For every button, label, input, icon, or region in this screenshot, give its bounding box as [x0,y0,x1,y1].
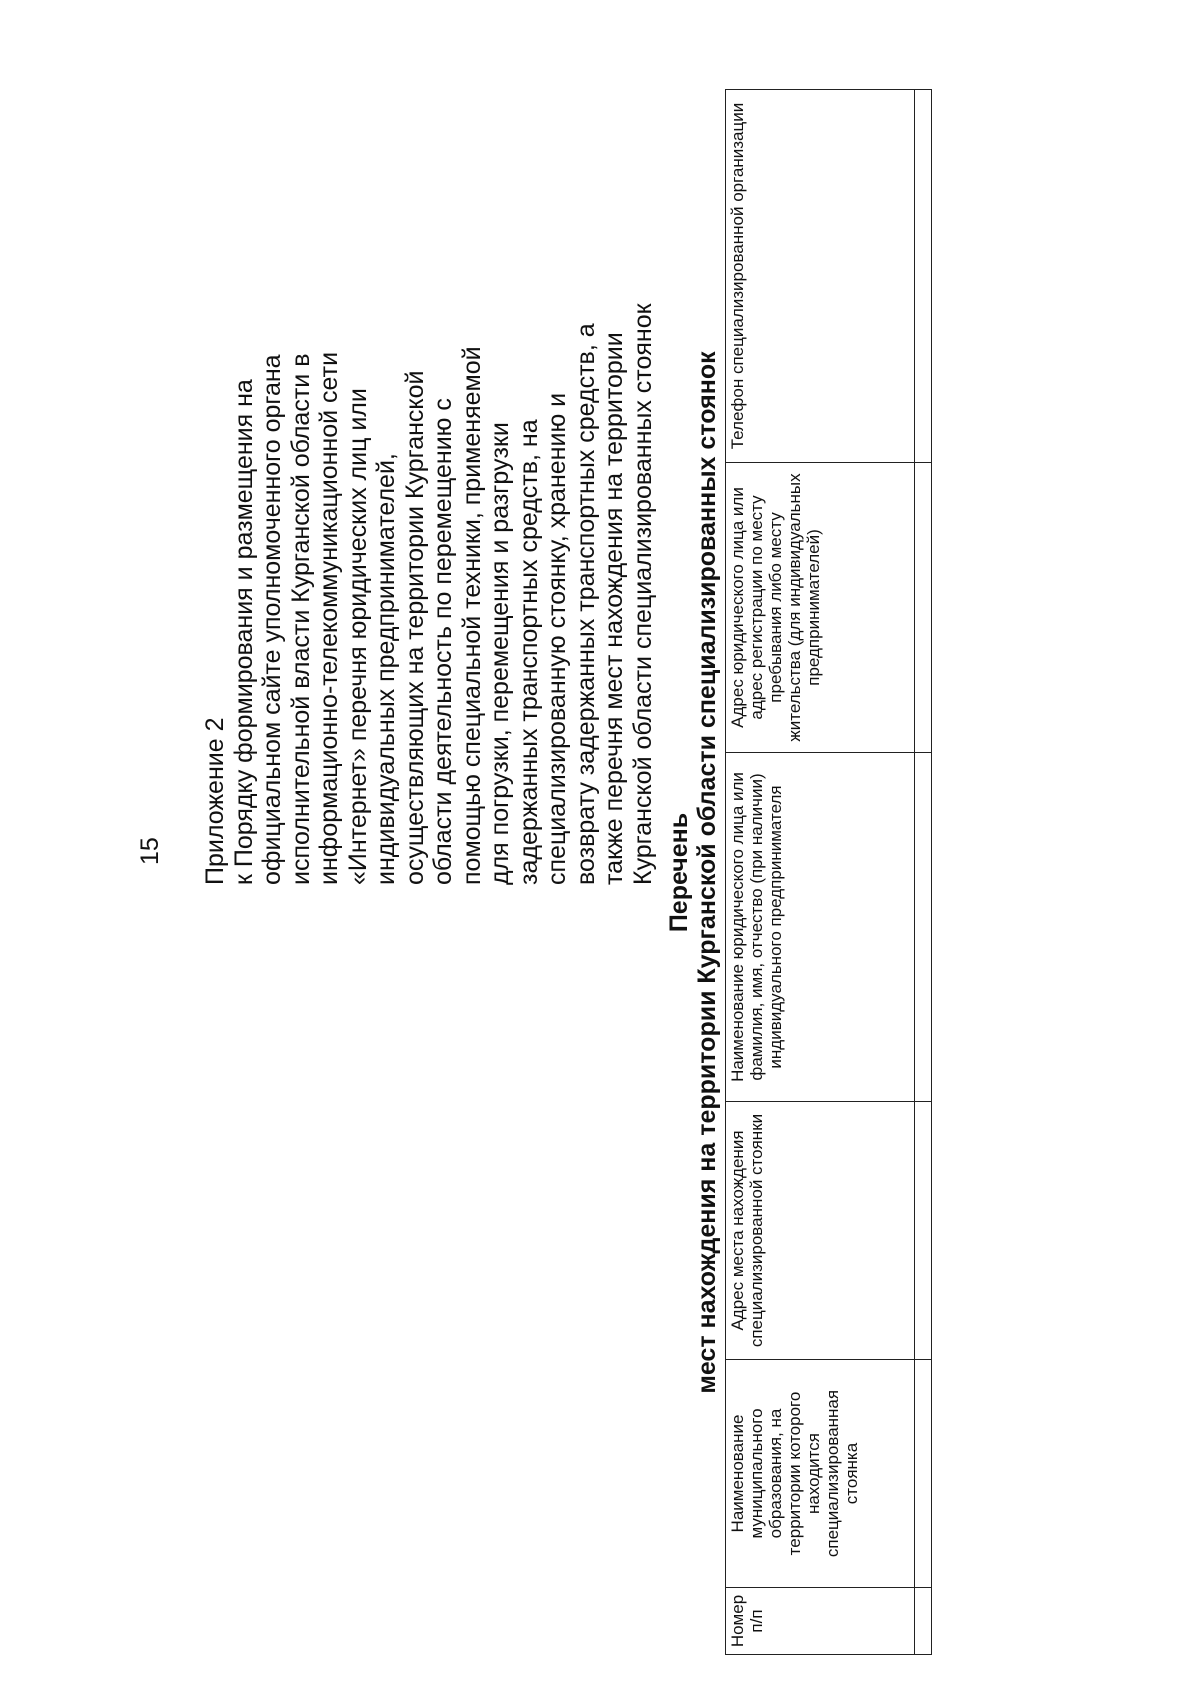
appendix-line: специализированную стоянку, хранению и [543,392,571,885]
table-cell [915,1588,932,1655]
appendix-line: возврату задержанных транспортных средств, а [571,323,600,885]
appendix-line: официальном сайте уполномоченного органа [258,354,286,885]
table-cell [915,1360,932,1588]
title-line-1: Перечень [665,812,693,933]
appendix-line: к Порядку формирования и размещения на [229,379,258,885]
appendix-line: исполнительной власти Курганской области в [286,353,315,885]
title-line-2: мест нахождения на территории Курганской области специализированных стоянок [693,351,721,1394]
appendix-line: также перечня мест нахождения на территории [600,332,628,885]
parking-locations-table [725,89,932,1655]
table-header-row [726,90,915,1655]
table-cell [915,753,932,1102]
header-cell-parking-address: Адрес места нахождения специализированной стоянки [726,1102,915,1360]
appendix-line: индивидуальных предпринимателей, [372,453,400,885]
header-cell-number: Номер п/п [726,1588,915,1655]
table-cell [915,1102,932,1360]
table-cell [915,90,932,463]
table-cell [915,463,932,753]
appendix-block [201,85,657,885]
document-title [665,85,721,1660]
table-row [915,90,932,1655]
appendix-line: Приложение 2 [201,717,229,885]
header-cell-organization-name: Наименование юридического лица или фамилия, имя, отчество (при наличии) индивидуального предпринимателя [726,753,915,1102]
page-number: 15 [136,837,164,865]
appendix-line: помощью специальной техники, применяемой [457,346,486,885]
appendix-line: Курганской области специализированных стоянок [628,303,657,885]
header-cell-phone: Телефон специализированной организации [726,90,915,463]
header-cell-municipality: Наименование муниципального образования, на территории которого находится специализированная стоянка [726,1360,915,1588]
rotated-page-content [135,85,1175,1660]
appendix-line: информационно-телекоммуникационной сети [315,351,343,885]
header-cell-organization-address: Адрес юридического лица или адрес регистрации по месту пребывания либо месту жительства (для индивидуальных предпринимателей) [726,463,915,753]
appendix-line: области деятельность по перемещению с [429,398,457,885]
appendix-line: для погрузки, перемещения и разгрузки [486,422,514,885]
appendix-line: «Интернет» перечня юридических лиц или [343,388,372,885]
appendix-line: задержанных транспортных средств, на [514,419,543,885]
appendix-line: осуществляющих на территории Курганской [400,370,429,885]
